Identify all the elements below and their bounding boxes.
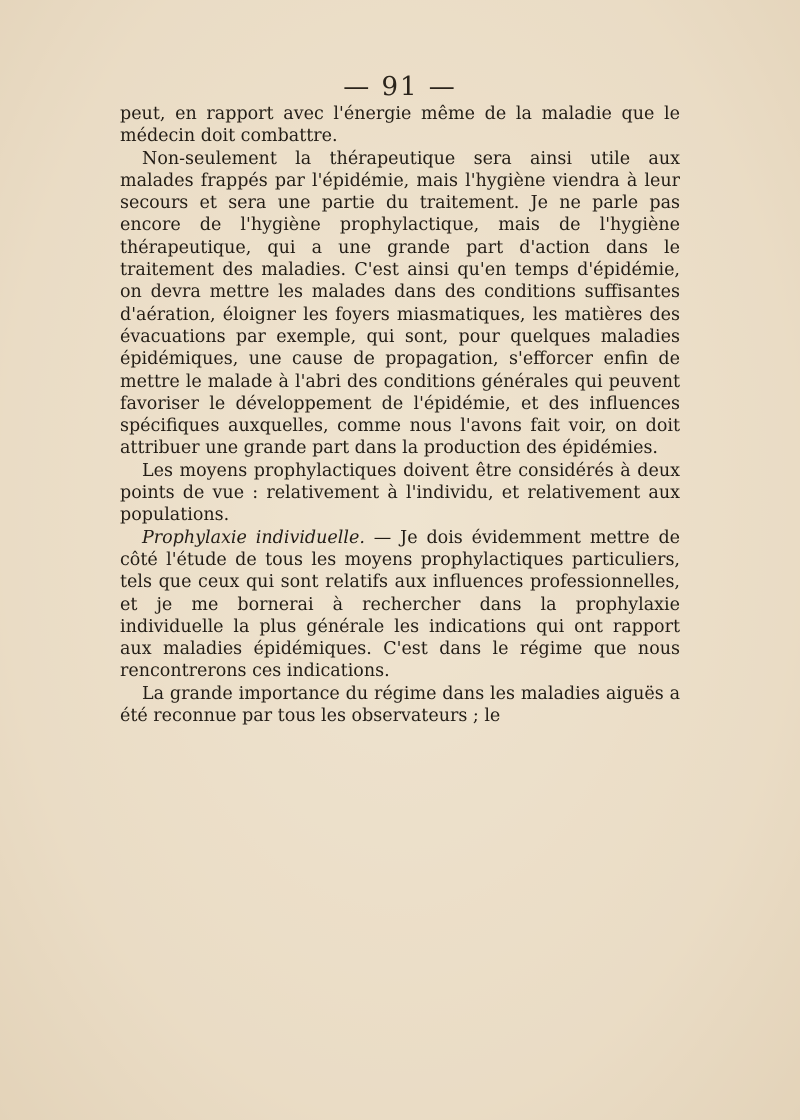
paragraph-prophylaxie-text: — Je dois évidemment mettre de côté l'étude de tous les moyens prophylactiques particuliers, tels que ceux qui sont relatifs aux influences professionnelles, et je me bornerai à rechercher dans la prophylaxie individuelle la plus générale les indications qui ont rapport aux maladies épidémiques. C'est dans le régime que nous rencontrerons ces indications. (120, 527, 681, 682)
paragraph-hygiene-therapeutique: Non-seulement la thérapeutique sera ainsi utile aux malades frappés par l'épidémie, mais l'hygiène viendra à leur secours et sera une partie du traitement. Je ne parle pas encore de l'hygiène prophylactique, mais de l'hygiène thérapeutique, qui a une grande part d'action dans le traitement des maladies. C'est ainsi qu'en temps d'épidémie, on devra mettre les malades dans des conditions suffisantes d'aération, éloigner les foyers miasmatiques, les matières des évacuations par exemple, qui sont, pour quelques maladies épidémiques, une cause de propagation, s'efforcer enfin de mettre le malade à l'abri des conditions générales qui peuvent favoriser le développement de l'épidémie, et des influences spécifiques auxquelles, comme nous l'avons fait voir, on doit attribuer une grande part dans la production des épidémies. (120, 148, 680, 459)
paragraph-moyens-prophylactiques: Les moyens prophylactiques doivent être considérés à deux points de vue : relativement à l'individu, et relativement aux populations. (120, 460, 680, 526)
page-number: — 91 — (343, 72, 457, 102)
paragraph-importance-regime: La grande importance du régime dans les maladies aiguës a été reconnue par tous les observateurs ; le (120, 683, 680, 727)
section-lead-italic: Prophylaxie individuelle. (142, 527, 365, 548)
body-text (120, 103, 680, 727)
paragraph-prophylaxie-individuelle (120, 527, 680, 683)
paragraph-continuation: peut, en rapport avec l'énergie même de la maladie que le médecin doit combattre. (120, 104, 680, 147)
